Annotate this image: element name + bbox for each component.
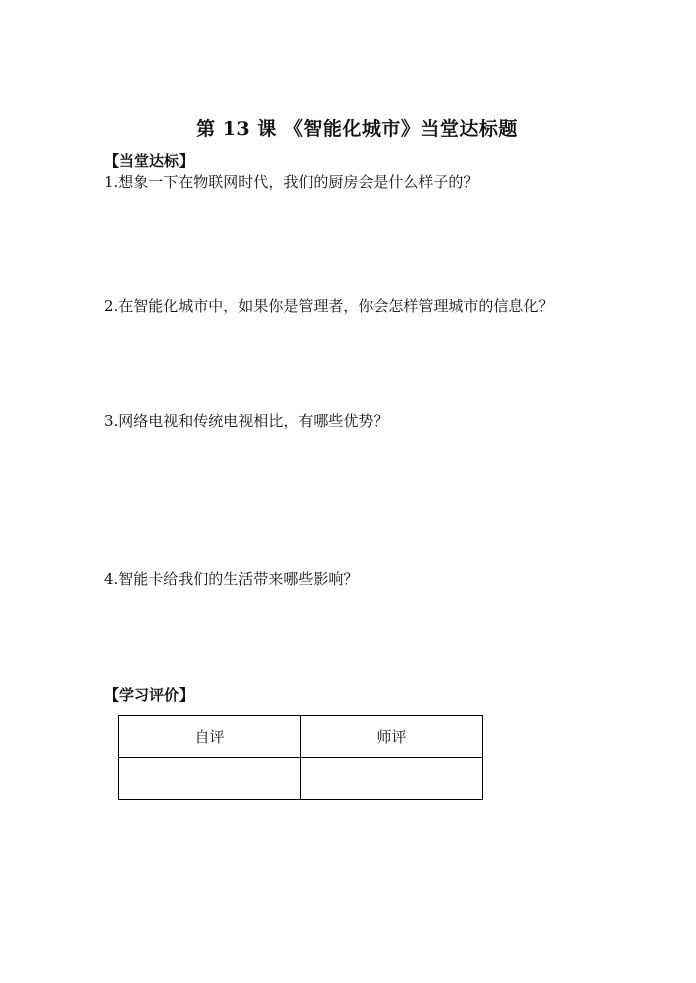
self-evaluation-cell[interactable] [119, 758, 301, 800]
section-heading-practice: 【当堂达标】 [104, 152, 195, 170]
question-4: 4.智能卡给我们的生活带来哪些影响？ [104, 570, 359, 588]
teacher-evaluation-cell[interactable] [301, 758, 483, 800]
self-evaluation-header: 自评 [119, 716, 301, 758]
section-heading-evaluation: 【学习评价】 [104, 686, 195, 704]
table-header-row [119, 716, 483, 758]
table-row [119, 758, 483, 800]
question-1: 1.想象一下在物联网时代，我们的厨房会是什么样子的？ [104, 173, 479, 191]
question-2: 2.在智能化城市中，如果你是管理者，你会怎样管理城市的信息化？ [104, 297, 554, 315]
evaluation-table [118, 715, 483, 800]
page-title: 第 13 课 《智能化城市》当堂达标题 [196, 118, 518, 140]
teacher-evaluation-header: 师评 [301, 716, 483, 758]
question-3: 3.网络电视和传统电视相比，有哪些优势？ [104, 412, 389, 430]
